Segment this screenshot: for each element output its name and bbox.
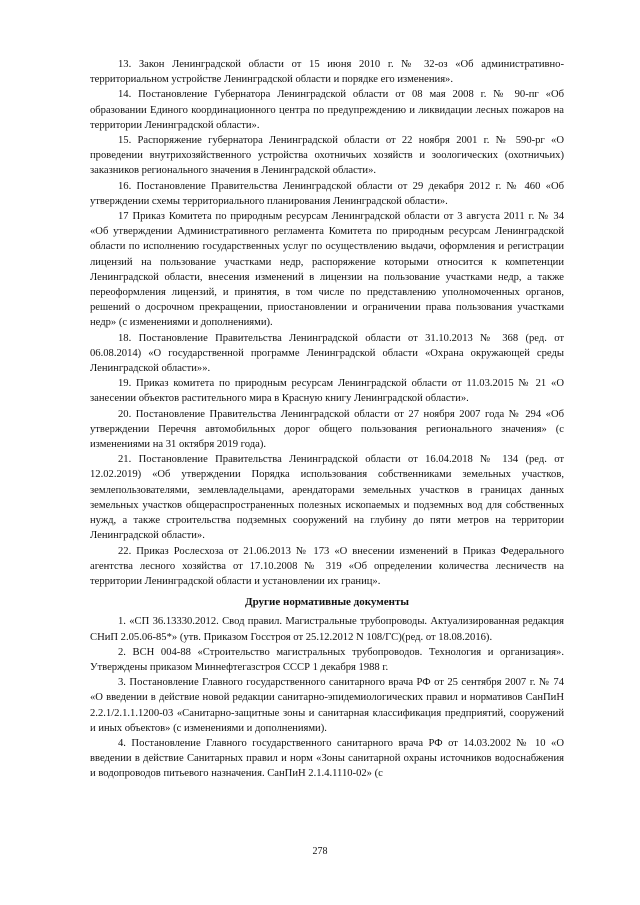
paragraph: 19. Приказ комитета по природным ресурсам Ленинградской области от 11.03.2015 № 21 «О занесении объектов растительного мира в Красную книгу Ленинградской области». bbox=[90, 378, 564, 405]
paragraph: 1. «СП 36.13330.2012. Свод правил. Магистральные трубопроводы. Актуализированная редакция СНиП 2.05.06-85*» (утв. Приказом Госстроя от 25.12.2012 N 108/ГС)(ред. от 18.08.2016). bbox=[90, 616, 564, 643]
paragraph: 20. Постановление Правительства Ленинградской области от 27 ноября 2007 года № 294 «Об утверждении Перечня автомобильных дорог общего пользования регионального значения» (с изменениями на 31 октября 2019 года). bbox=[90, 408, 564, 451]
paragraph: 3. Постановление Главного государственного санитарного врача РФ от 25 сентября 2007 г. № 74 «О введении в действие новой редакции санитарно-эпидемиологических правил и нормативов СанПиН 2.2.1/2.1.1.1200-03 «Санитарно-защитные зоны и санитарная классификация предприятий, сооружений и иных объектов» (с изменениями и дополнениями). bbox=[90, 677, 564, 734]
paragraph: 14. Постановление Губернатора Ленинградской области от 08 мая 2008 г. № 90-пг «Об образовании Единого координационного центра по предупреждению и ликвидации лесных пожаров на территории Ленинградской области». bbox=[90, 89, 564, 131]
section-heading: Другие нормативные документы bbox=[245, 596, 409, 609]
paragraph: 15. Распоряжение губернатора Ленинградской области от 22 ноября 2001 г. № 590-рг «О проведении внутрихозяйственного устройства охотничьих хозяйств и зоологических (охотничьих) заказников регионального значения в Ленинградской области». bbox=[90, 135, 564, 177]
paragraph: 22. Приказ Рослесхоза от 21.06.2013 № 173 «О внесении изменений в Приказ Федерального агентства лесного хозяйства от 17.10.2008 № 319 «Об определении количества лесничеств на территории Ленинградской области и установлении их границ». bbox=[90, 545, 564, 587]
paragraph: 2. ВСН 004-88 «Строительство магистральных трубопроводов. Технология и организация». Утверждены приказом Миннефтегазстроя СССР 1 декабря 1988 г. bbox=[90, 646, 564, 673]
page-number: 278 bbox=[312, 846, 328, 857]
paragraph: 13. Закон Ленинградской области от 15 июня 2010 г. № 32-оз «Об административно-территориальном устройстве Ленинградской области и порядке его изменения». bbox=[90, 59, 564, 86]
paragraph: 17 Приказ Комитета по природным ресурсам Ленинградской области от 3 августа 2011 г. № 34 «Об утверждении Административного регламента Комитета по природным ресурсам Ленинградской области по исполнению государственных услуг по осуществлению выдачи, оформления и регистрации лицензий на пользование участками недр, распоряжение которыми относится к компетенции Ленинградской области, внесения изменений в лицензии на пользование участками недр, а также переоформления лицензий, и принятия, в том числе по представлению уполномоченных органов, решений о досрочном прекращении, приостановлении и ограничении права пользования участками недр» (с изменениями и дополнениями). bbox=[90, 211, 564, 329]
paragraph: 18. Постановление Правительства Ленинградской области от 31.10.2013 № 368 (ред. от 06.08.2014) «О государственной программе Ленинградской области «Охрана окружающей среды Ленинградской области»». bbox=[90, 332, 564, 375]
document-body bbox=[90, 57, 564, 782]
section-regional-acts bbox=[90, 57, 564, 589]
paragraph: 4. Постановление Главного государственного санитарного врача РФ от 14.03.2002 № 10 «О введении в действие Санитарных правил и норм «Зоны санитарной охраны источников водоснабжения и водопроводов питьевого назначения. СанПиН 2.1.4.1110-02» (с bbox=[90, 737, 564, 780]
paragraph: 16. Постановление Правительства Ленинградской области от 29 декабря 2012 г. № 460 «Об утверждении схемы территориального планирования Ленинградской области». bbox=[90, 180, 564, 207]
section-other-documents bbox=[90, 614, 564, 781]
paragraph: 21. Постановление Правительства Ленинградской области от 16.04.2018 № 134 (ред. от 12.02.2019) «Об утверждении Порядка использования собственниками земельных участков, землепользователями, землевладельцами, арендаторами земельных участков в границах данных земельных участков общераспространенных полезных ископаемых и подземных вод для собственных нужд, а также строительства подземных сооружений на глубину до пяти метров на территории Ленинградской области». bbox=[90, 454, 564, 542]
